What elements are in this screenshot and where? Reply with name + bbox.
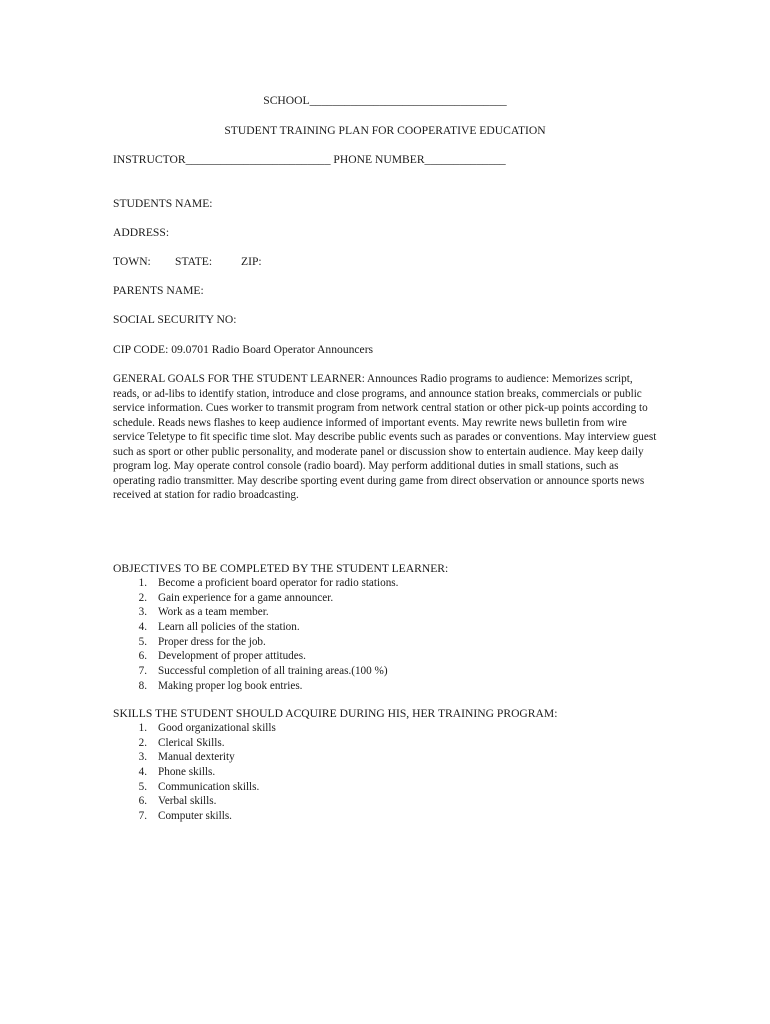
general-goals-paragraph: GENERAL GOALS FOR THE STUDENT LEARNER: Announces Radio programs to audience: Memorizes script, reads, or ad-libs to identify station, introduce and close programs, and announce station breaks, commercials or public service information. Cues worker to transmit program from network central station or other pick-up points according to schedule. Reads news flashes to keep audience informed of important events. May rewrite news bulletin from wire service Teletype to fit specific time slot. May describe public events such as parades or conventions. May interview guest such as sport or other public personality, and moderate panel or discussion show to entertain audience. May keep daily program log. May operate control console (radio board). May perform additional duties in small stations, such as operating radio transmitter. May describe sporting event during game from direct observation or announce sports news received at station for radio broadcasting. (113, 373, 657, 501)
parents-name-field: PARENTS NAME: (113, 284, 204, 297)
skills-heading: SKILLS THE STUDENT SHOULD ACQUIRE DURING HIS, HER TRAINING PROGRAM: (113, 707, 558, 720)
school-line: SCHOOL__________________________________ (263, 94, 507, 107)
document-page: SCHOOL__________________________________ STUDENT TRAINING PLAN FOR COOPERATIVE EDUCATION INSTRUCTOR_________________________ PHONE NUMBER______________ STUDENTS NAME: ADDRESS: TOWN: STATE: ZIP: PARENTS NAME: SOCIAL SECURITY NO: CIP CODE: 09.0701 Radio Board Operator Announcers GENERAL GOALS FOR THE STUDENT LEARNER: Announces Radio programs to audience: Memorizes script, reads, or ad-libs to identify station, introduce and close programs, and announce station breaks, commercials or public service information. Cues worker to transmit program from network central station or other pick-up points according to schedule. Reads news flashes to keep audience informed of important events. May rewrite news bulletin from wire service Teletype to fit specific time slot. May describe public events such as parades or conventions. May interview guest such as sport or other public personality, and moderate panel or discussion show to entertain audience. May keep daily program log. May operate control console (radio board). May perform additional duties in small stations, such as operating radio transmitter. May describe sporting event during game from direct observation or announce sports news received at station for radio broadcasting. OBJECTIVES TO BE COMPLETED BY THE STUDENT LEARNER: 1. Become a proficient board operator for radio stations. 2. Gain experience for a game announcer. 3. Work as a team member. 4. Learn all policies of the station. 5. Proper dress for the job. 6. Development of proper attitudes. 7. Successful completion of all training areas.(100 %) 8. Making proper log book entries. SKILLS THE STUDENT SHOULD ACQUIRE DURING HIS, HER TRAINING PROGRAM: 1. Good organizational skills 2. Clerical Skills. 3. Manual dexterity 4. Phone skills. 5. Communication skills. 6. Verbal skills. 7. Computer skills. (0, 0, 770, 1024)
cip-code-field: CIP CODE: 09.0701 Radio Board Operator Announcers (113, 343, 374, 356)
objectives-heading: OBJECTIVES TO BE COMPLETED BY THE STUDENT LEARNER: (113, 562, 449, 575)
state-field: STATE: (175, 255, 213, 268)
students-name-field: STUDENTS NAME: (113, 197, 213, 210)
instructor-phone-line: INSTRUCTOR_________________________ PHONE NUMBER______________ (113, 153, 506, 166)
document-title: STUDENT TRAINING PLAN FOR COOPERATIVE EDUCATION (224, 124, 546, 137)
town-field: TOWN: (113, 255, 151, 268)
address-field: ADDRESS: (113, 226, 170, 239)
zip-field: ZIP: (241, 255, 262, 268)
ssn-field: SOCIAL SECURITY NO: (113, 313, 237, 326)
